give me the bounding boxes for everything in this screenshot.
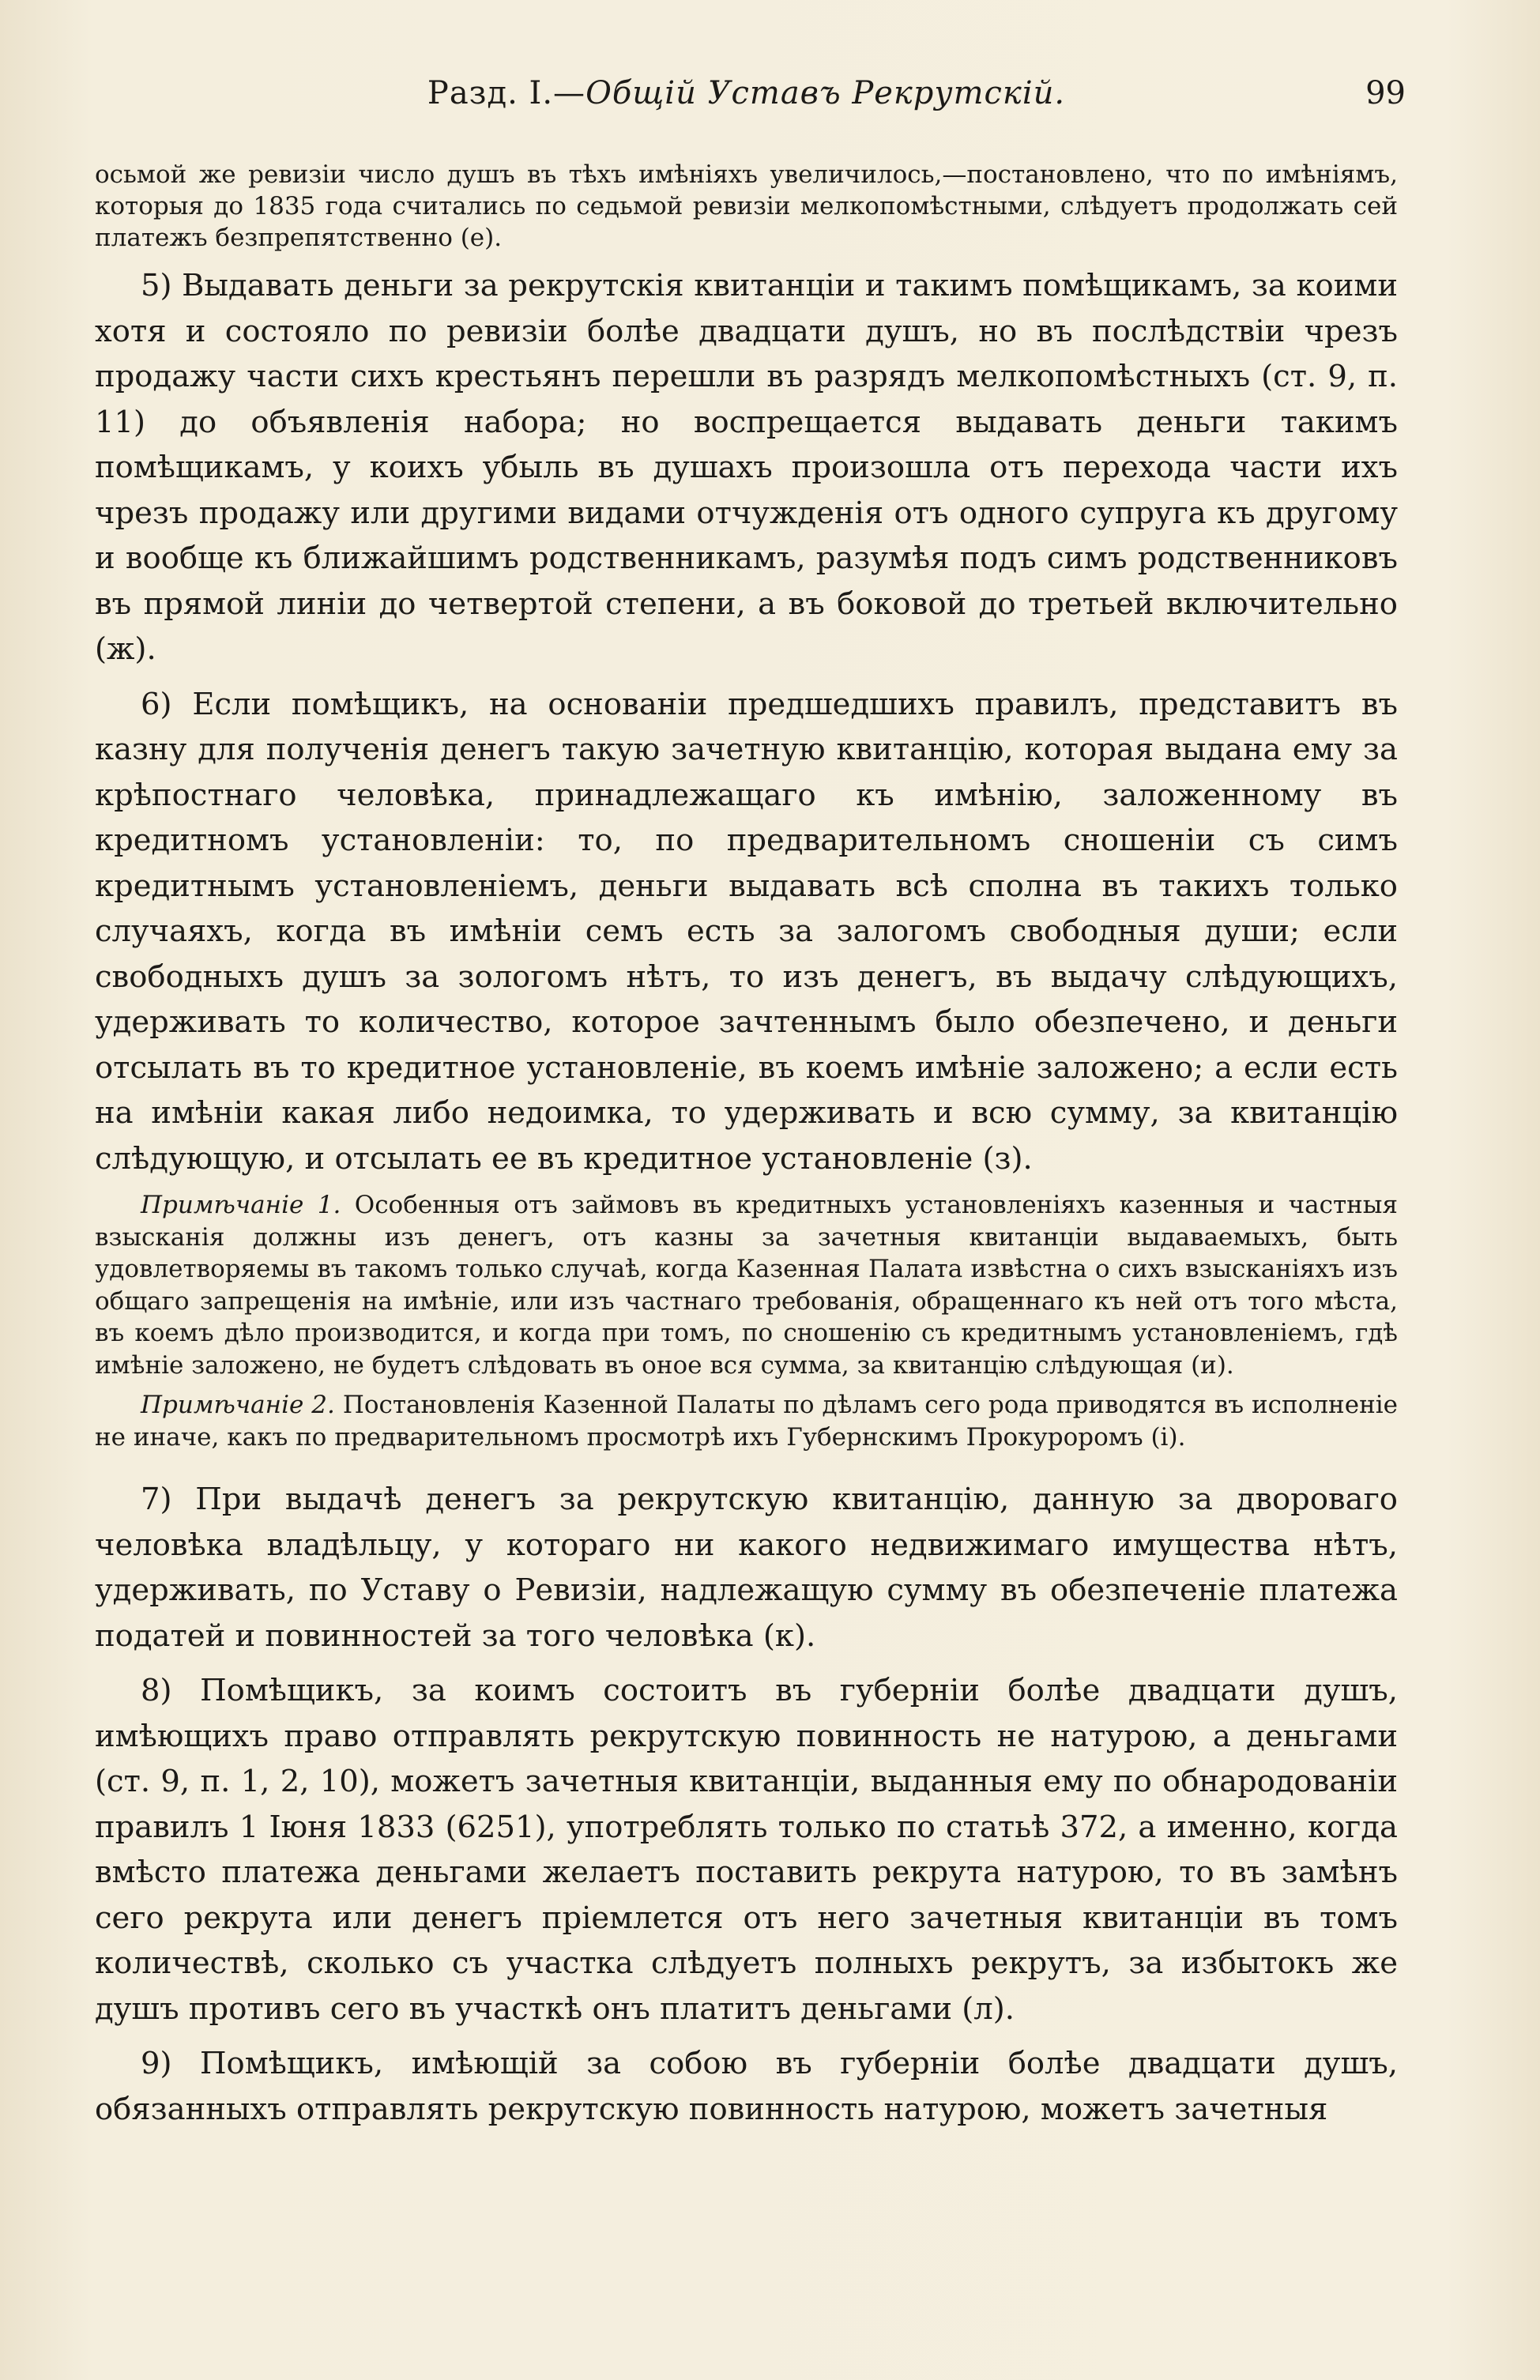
paragraph-continued: осьмой же ревизiи число душъ въ тѣхъ имѣнiяхъ увеличилось,—постановлено, что по имѣнiямъ, которыя до 1835 года считались по седьмой ревизiи мелкопомѣстными, слѣдуетъ продолжать сей платежъ безпрепятственно (е). <box>95 160 1398 252</box>
paragraph-8: 8) Помѣщикъ, за коимъ состоитъ въ губернiи болѣе двадцати душъ, имѣющихъ право отправлять рекрутскую повинность не натурою, а деньгами (ст. 9, п. 1, 2, 10), можетъ зачетныя квитанцiи, выданныя ему по обнародованiи правилъ 1 Iюня 1833 (6251), употреблять только по статьѣ 372, а именно, когда вмѣсто платежа деньгами желаетъ поставить рекрута натурою, то въ замѣнъ сего рекрута или денегъ прiемлется отъ него зачетныя квитанцiи въ томъ количествѣ, сколько съ участка слѣдуетъ полныхъ рекрутъ, за избытокъ же душъ противъ сего въ участкѣ онъ платитъ деньгами (л). <box>95 1673 1398 2027</box>
note-2-label: Примѣчанiе 2. <box>141 1391 335 1419</box>
note-1 <box>95 1189 1398 1381</box>
page-number: 99 <box>1365 75 1406 111</box>
paragraph-6: 6) Если помѣщикъ, на основанiи предшедшихъ правилъ, представитъ въ казну для полученiя денегъ такую зачетную квитанцiю, которая выдана ему за крѣпостнаго человѣка, принадлежащаго къ имѣнiю, заложенному въ кредитномъ установленiи: то, по предварительномъ сношенiи съ симъ кредитнымъ установленiемъ, деньги выдавать всѣ сполна въ такихъ только случаяхъ, когда въ имѣнiи семъ есть за залогомъ свободныя души; если свободныхъ душъ за зологомъ нѣтъ, то изъ денегъ, въ выдачу слѣдующихъ, удерживать то количество, которое зачтеннымъ было обезпечено, и деньги отсылать въ то кредитное установленiе, въ коемъ имѣнiе заложено; а если есть на имѣнiи какая либо недоимка, то удерживать и всю сумму, за квитанцiю слѣдующую, и отсылать ее въ кредитное установленiе (з). <box>95 686 1398 1177</box>
running-title-prefix: Разд. I.— <box>427 75 586 111</box>
running-title-italic: Общiй Уставъ Рекрутскiй. <box>586 75 1066 111</box>
paragraph-9: 9) Помѣщикъ, имѣющiй за собою въ губернiи болѣе двадцати душъ, обязанныхъ отправлять рекрутскую повинность натурою, можетъ зачетныя <box>95 2046 1398 2127</box>
note-2-text: Постановленiя Казенной Палаты по дѣламъ сего рода приводятся въ исполненiе не иначе, какъ по предварительномъ просмотрѣ ихъ Губернскимъ Прокуроромъ (i). <box>95 1391 1398 1452</box>
running-title <box>95 75 1398 111</box>
body-text <box>95 159 1398 2132</box>
paragraph-7: 7) При выдачѣ денегъ за рекрутскую квитанцiю, данную за двороваго человѣка владѣльцу, у котораго ни какого недвижимаго имущества нѣтъ, удерживать, по Уставу о Ревизiи, надлежащую сумму въ обезпеченiе платежа податей и повинностей за того человѣка (к). <box>95 1482 1398 1654</box>
note-1-label: Примѣчанiе 1. <box>141 1191 341 1219</box>
paragraph-5: 5) Выдавать деньги за рекрутскiя квитанцiи и такимъ помѣщикамъ, за коими хотя и состояло по ревизiи болѣе двадцати душъ, но въ послѣдствiи чрезъ продажу части сихъ крестьянъ перешли въ разрядъ мелкопомѣстныхъ (ст. 9, п. 11) до объявленiя набора; но воспрещается выдавать деньги такимъ помѣщикамъ, у коихъ убыль въ душахъ произошла отъ перехода части ихъ чрезъ продажу или другими видами отчужденiя отъ одного супруга къ другому и вообще къ ближайшимъ родственникамъ, разумѣя подъ симъ родственниковъ въ прямой линiи до четвертой степени, а въ боковой до третьей включительно (ж). <box>95 268 1398 667</box>
page-header <box>95 75 1406 130</box>
note-1-text: Особенныя отъ займовъ въ кредитныхъ установленiяхъ казенныя и частныя взысканiя должны изъ денегъ, отъ казны за зачетныя квитанцiи выдаваемыхъ, быть удовлетворяемы въ такомъ только случаѣ, когда Казенная Палата извѣстна о сихъ взысканiяхъ изъ общаго запрещенiя на имѣнiе, или изъ частнаго требованiя, обращеннаго къ ней отъ того мѣста, въ коемъ дѣло производится, и когда при томъ, по сношенiю съ кредитнымъ установленiемъ, гдѣ имѣнiе заложено, не будетъ слѣдовать въ оное вся сумма, за квитанцiю слѣдующая (и). <box>95 1191 1398 1380</box>
note-2 <box>95 1389 1398 1453</box>
